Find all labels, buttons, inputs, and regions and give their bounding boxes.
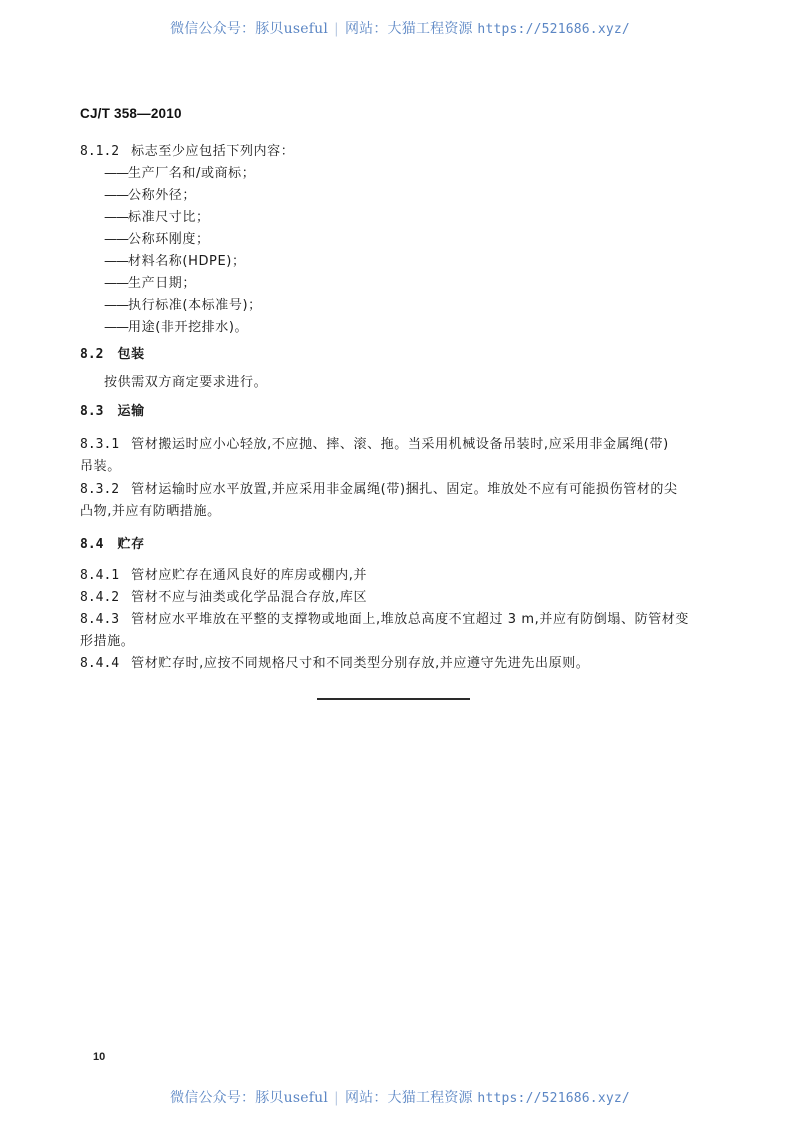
dash-marker: ——: [104, 232, 128, 247]
clause-number: 8.4.2: [80, 590, 120, 605]
watermark-wechat-label: 微信公众号：豚贝useful: [170, 21, 329, 37]
dash-marker: ——: [104, 320, 128, 335]
clause-number: 8.3.1: [80, 437, 120, 452]
dash-marker: ——: [104, 188, 128, 203]
list-item: [104, 319, 248, 337]
clause-8-3-2: [80, 481, 678, 499]
clause-number: 8.3.2: [80, 482, 120, 497]
list-item: [104, 253, 246, 271]
watermark-site-label: 网站：大猫工程资源: [344, 21, 473, 37]
list-item: [104, 231, 210, 249]
section-heading-8-4: [80, 536, 145, 554]
clause-8-4-3-continuation: 形措施。: [80, 634, 135, 649]
watermark-wechat-label: 微信公众号：豚贝useful: [170, 1090, 329, 1106]
list-item-text: 标准尺寸比；: [128, 210, 210, 225]
list-item-text: 执行标准(本标准号)；: [128, 298, 262, 313]
list-item: [104, 165, 255, 183]
list-item-text: 用途(非开挖排水)。: [128, 320, 249, 335]
clause-8-4-3: [80, 611, 689, 629]
clause-8-3-2-continuation: 凸物,并应有防晒措施。: [80, 504, 221, 519]
watermark-separator: |: [334, 1090, 339, 1106]
paragraph-8-2: 按供需双方商定要求进行。: [104, 375, 268, 390]
watermark-url: https://521686.xyz/: [477, 1091, 630, 1106]
clause-8-3-1: [80, 436, 669, 454]
page-number: 10: [93, 1051, 106, 1063]
clause-text: 标志至少应包括下列内容：: [131, 144, 295, 159]
section-number: 8.3: [80, 404, 104, 419]
watermark-url: https://521686.xyz/: [477, 22, 630, 37]
list-item: [104, 209, 210, 227]
clause-8-4-1: [80, 567, 367, 585]
clause-text: 管材不应与油类或化学品混合存放,库区: [131, 590, 368, 605]
clause-number: 8.4.3: [80, 612, 120, 627]
section-number: 8.2: [80, 347, 104, 362]
list-item-text: 生产日期；: [128, 276, 197, 291]
section-heading-8-2: [80, 346, 145, 364]
dash-marker: ——: [104, 210, 128, 225]
clause-number: 8.1.2: [80, 144, 120, 159]
list-item-text: 材料名称(HDPE)；: [128, 254, 246, 269]
clause-8-4-2: [80, 589, 367, 607]
clause-number: 8.4.4: [80, 656, 120, 671]
list-item: [104, 297, 262, 315]
clause-8-1-2: [80, 143, 294, 161]
list-item-text: 公称外径；: [128, 188, 197, 203]
section-title: 包装: [117, 347, 145, 362]
dash-marker: ——: [104, 254, 128, 269]
watermark-bottom: [0, 1087, 800, 1107]
dash-marker: ——: [104, 166, 128, 181]
watermark-separator: |: [334, 21, 339, 37]
clause-number: 8.4.1: [80, 568, 120, 583]
dash-marker: ——: [104, 276, 128, 291]
standard-code: CJ/T 358—2010: [80, 106, 182, 121]
list-item: [104, 275, 196, 293]
list-item-text: 公称环刚度；: [128, 232, 210, 247]
watermark-site-label: 网站：大猫工程资源: [344, 1090, 473, 1106]
section-title: 贮存: [117, 537, 145, 552]
section-number: 8.4: [80, 537, 104, 552]
end-rule-divider: [317, 698, 470, 700]
clause-8-4-4: [80, 655, 589, 673]
clause-text: 管材搬运时应小心轻放,不应抛、摔、滚、拖。当采用机械设备吊装时,应采用非金属绳(带): [131, 437, 669, 452]
section-title: 运输: [117, 404, 145, 419]
clause-text: 管材应水平堆放在平整的支撑物或地面上,堆放总高度不宜超过 3 m,并应有防倒塌、防管材变: [131, 612, 690, 627]
list-item: [104, 187, 196, 205]
clause-text: 管材运输时应水平放置,并应采用非金属绳(带)捆扎、固定。堆放处不应有可能损伤管材的尖: [131, 482, 678, 497]
watermark-top: [0, 18, 800, 38]
clause-text: 管材应贮存在通风良好的库房或棚内,并: [131, 568, 368, 583]
list-item-text: 生产厂名和/或商标；: [128, 166, 256, 181]
clause-text: 管材贮存时,应按不同规格尺寸和不同类型分别存放,并应遵守先进先出原则。: [131, 656, 590, 671]
dash-marker: ——: [104, 298, 128, 313]
section-heading-8-3: [80, 403, 145, 421]
clause-8-3-1-continuation: 吊装。: [80, 459, 121, 474]
